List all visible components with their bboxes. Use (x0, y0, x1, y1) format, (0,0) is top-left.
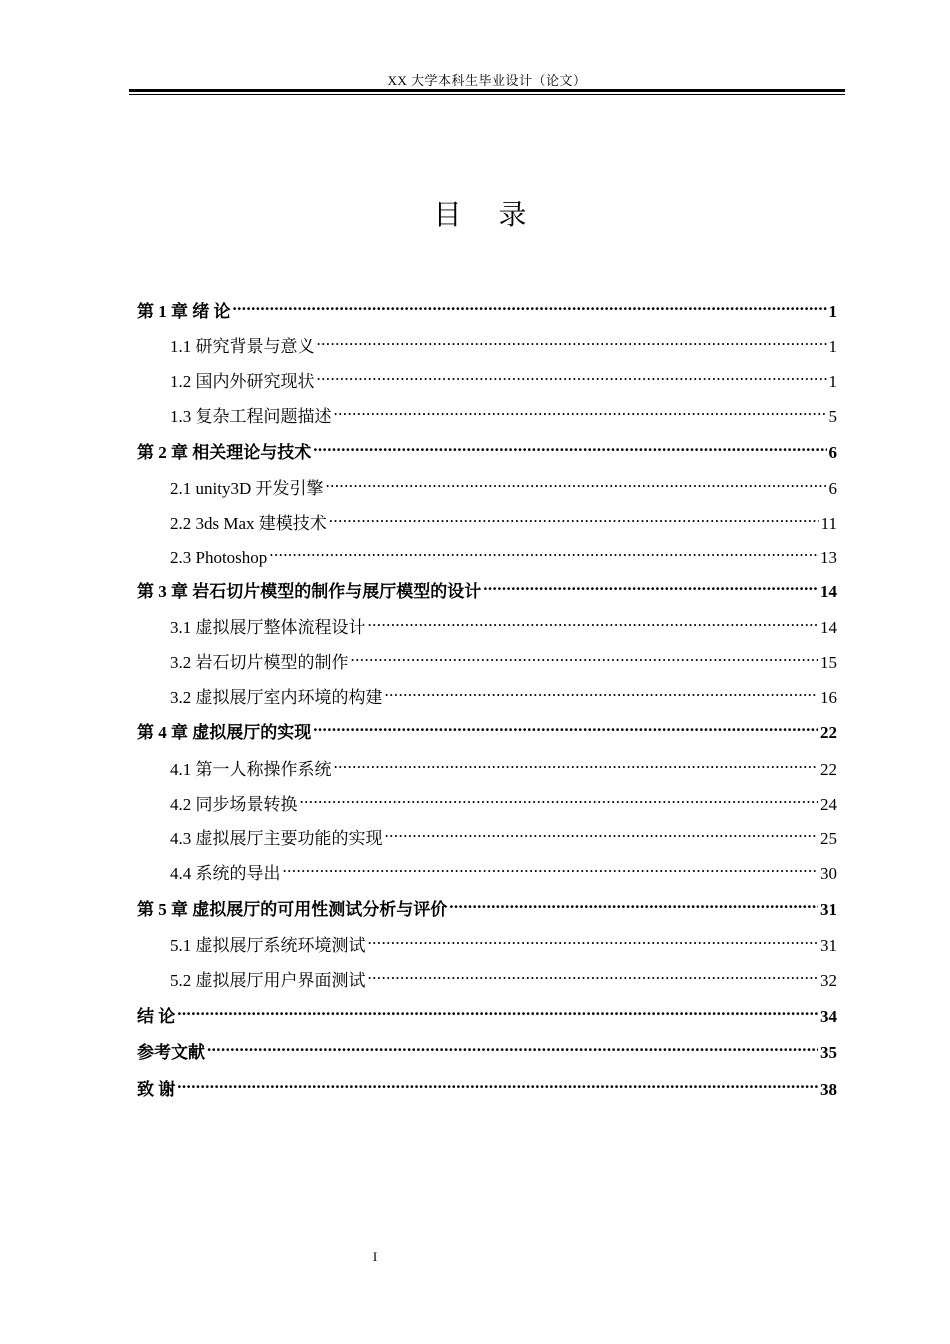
toc-entry[interactable] (137, 434, 837, 462)
toc-entry-label: 2.3 Photoshop (170, 548, 268, 567)
toc-entry-page: 38 (820, 1080, 837, 1099)
toc-leader-dots (385, 820, 819, 844)
toc-entry-page: 32 (820, 971, 837, 990)
toc-entry[interactable] (137, 573, 837, 601)
toc-entry-page: 5 (828, 407, 837, 426)
toc-entry-label: 2.1 unity3D 开发引擎 (170, 479, 324, 498)
toc-entry-label: 第 2 章 相关理论与技术 (137, 443, 312, 462)
toc-entry[interactable] (170, 539, 837, 567)
toc-leader-dots (317, 363, 827, 387)
toc-leader-dots (207, 1034, 818, 1058)
toc-entry-page: 31 (820, 900, 837, 919)
toc-entry-label: 3.2 虚拟展厅室内环境的构建 (170, 688, 383, 707)
toc-leader-dots (368, 962, 819, 986)
toc-entry-page: 25 (820, 829, 837, 848)
toc-entry[interactable] (170, 855, 837, 883)
toc-entry-label: 3.2 岩石切片模型的制作 (170, 653, 349, 672)
running-header: XX 大学本科生毕业设计（论文） (387, 73, 587, 88)
toc-leader-dots (449, 891, 818, 915)
toc-leader-dots (313, 714, 818, 738)
toc-entry-page: 1 (828, 337, 837, 356)
page-number: I (372, 1249, 378, 1264)
toc-leader-dots (317, 328, 827, 352)
toc-entry[interactable] (170, 927, 837, 955)
toc-entry-page: 11 (820, 514, 837, 533)
toc-leader-dots (177, 1071, 818, 1095)
toc-leader-dots (283, 855, 819, 879)
toc-entry-label: 参考文献 (137, 1043, 205, 1062)
toc-entry[interactable] (170, 786, 837, 814)
toc-entry-page: 15 (820, 653, 837, 672)
toc-entry-label: 第 3 章 岩石切片模型的制作与展厅模型的设计 (137, 582, 482, 601)
toc-entry-page: 6 (828, 479, 837, 498)
toc-entry-page: 22 (820, 760, 837, 779)
toc-entry[interactable] (170, 609, 837, 637)
toc-entry-label: 4.1 第一人称操作系统 (170, 760, 332, 779)
toc-entry-page: 22 (820, 723, 837, 742)
toc-leader-dots (177, 998, 818, 1022)
toc-entry[interactable] (137, 714, 837, 742)
toc-leader-dots (334, 398, 827, 422)
toc-entry-label: 4.3 虚拟展厅主要功能的实现 (170, 829, 383, 848)
toc-entry-label: 第 4 章 虚拟展厅的实现 (137, 723, 312, 742)
toc-entry-page: 14 (820, 582, 837, 601)
toc-entry-label: 1.3 复杂工程问题描述 (170, 407, 332, 426)
toc-entry-page: 34 (820, 1007, 837, 1026)
toc-leader-dots (351, 644, 819, 668)
toc-entry[interactable] (170, 363, 837, 391)
toc-entry-label: 4.4 系统的导出 (170, 864, 281, 883)
toc-leader-dots (233, 293, 827, 317)
toc-entry[interactable] (137, 891, 837, 919)
toc-entry-page: 31 (820, 936, 837, 955)
toc-leader-dots (313, 434, 826, 458)
toc-entry-label: 1.1 研究背景与意义 (170, 337, 315, 356)
toc-entry[interactable] (137, 998, 837, 1026)
toc-leader-dots (300, 786, 819, 810)
toc-entry-page: 24 (820, 795, 837, 814)
toc-entry[interactable] (170, 679, 837, 707)
toc-entry-page: 16 (820, 688, 837, 707)
toc-entry-label: 1.2 国内外研究现状 (170, 372, 315, 391)
toc-entry-label: 5.2 虚拟展厅用户界面测试 (170, 971, 366, 990)
toc-entry[interactable] (170, 398, 837, 426)
toc-entry[interactable] (170, 962, 837, 990)
toc-entry[interactable] (137, 1034, 837, 1062)
toc-leader-dots (329, 505, 819, 529)
toc-entry-label: 第 5 章 虚拟展厅的可用性测试分析与评价 (137, 900, 448, 919)
toc-leader-dots (368, 609, 819, 633)
toc-entry[interactable] (170, 751, 837, 779)
toc-entry[interactable] (170, 328, 837, 356)
toc-leader-dots (368, 927, 819, 951)
toc-entry-page: 35 (820, 1043, 837, 1062)
toc-entry-page: 30 (820, 864, 837, 883)
toc-entry[interactable] (170, 644, 837, 672)
toc-leader-dots (334, 751, 819, 775)
toc-entry-label: 2.2 3ds Max 建模技术 (170, 514, 327, 533)
toc-entry-page: 6 (828, 443, 837, 462)
toc-entry-label: 致 谢 (137, 1080, 176, 1099)
toc-leader-dots (325, 470, 826, 494)
toc-entry-label: 3.1 虚拟展厅整体流程设计 (170, 618, 366, 637)
page-title: 目 录 (433, 198, 541, 231)
toc-entry-label: 5.1 虚拟展厅系统环境测试 (170, 936, 366, 955)
toc-entry-page: 14 (820, 618, 837, 637)
toc-leader-dots (483, 573, 818, 597)
toc-leader-dots (269, 539, 818, 563)
toc-entry[interactable] (137, 1071, 837, 1099)
toc-entry-label: 结 论 (137, 1007, 176, 1026)
toc-leader-dots (385, 679, 819, 703)
toc-entry-label: 4.2 同步场景转换 (170, 795, 298, 814)
toc-entry-page: 13 (820, 548, 837, 567)
toc-entry-page: 1 (828, 302, 837, 321)
toc-entry-page: 1 (828, 372, 837, 391)
toc-entry[interactable] (170, 820, 837, 848)
toc-entry[interactable] (137, 293, 837, 321)
toc-entry-label: 第 1 章 绪 论 (137, 302, 231, 321)
toc-entry[interactable] (170, 505, 837, 533)
toc-entry[interactable] (170, 470, 837, 498)
